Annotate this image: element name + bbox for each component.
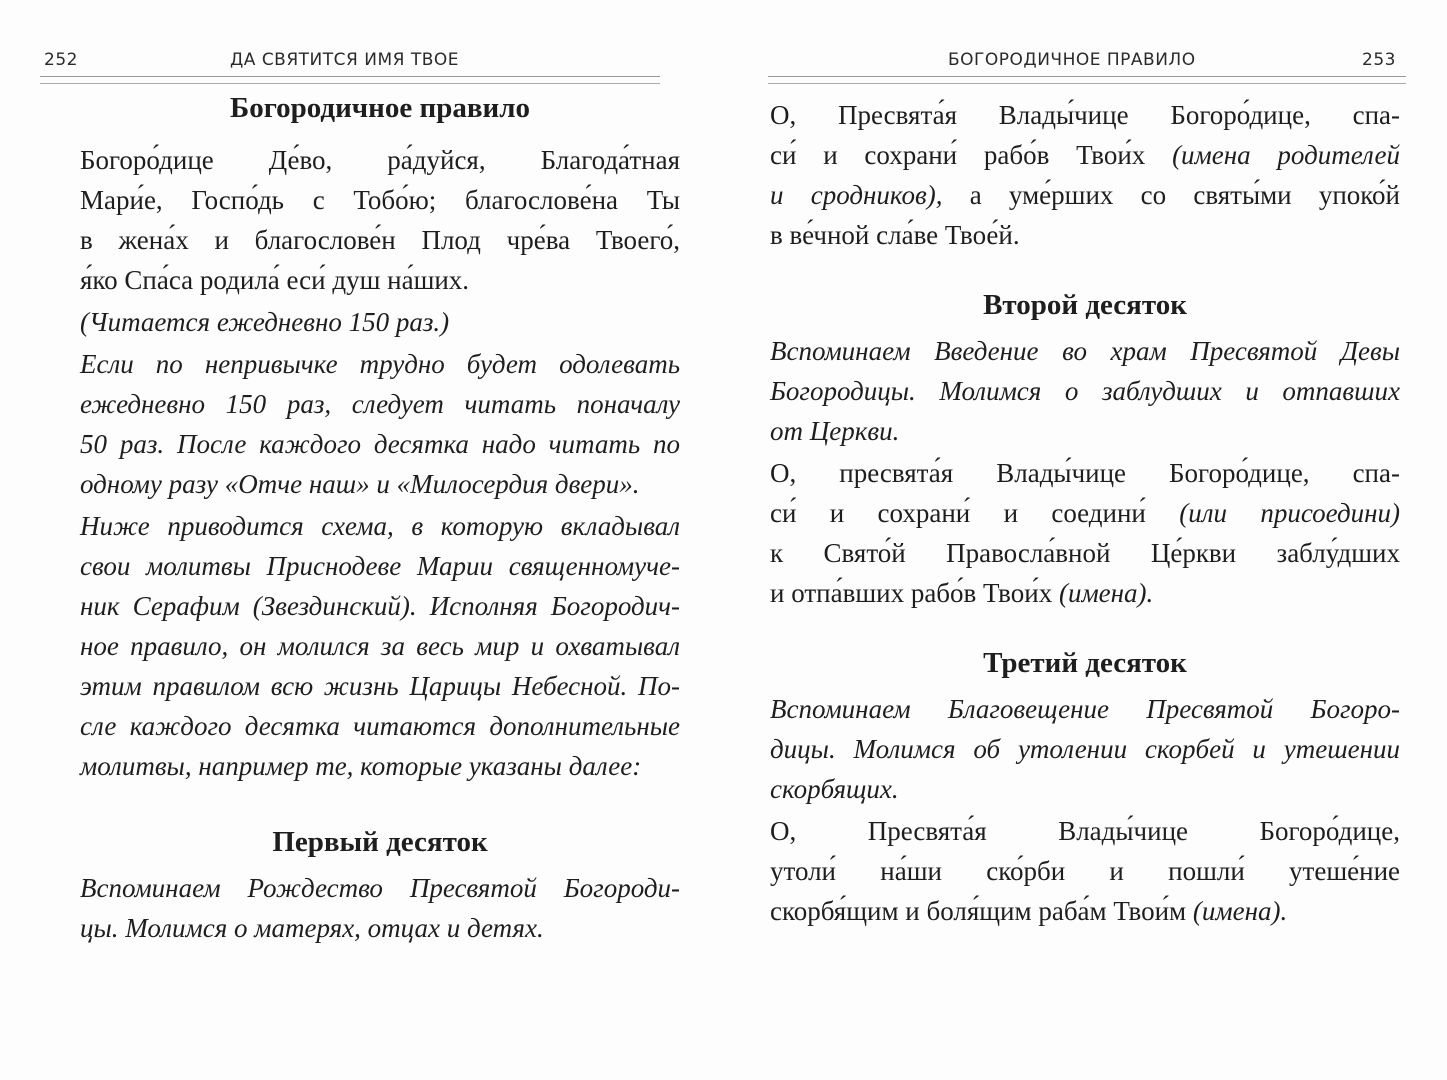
text-line: [80, 706, 680, 746]
text-line: [770, 891, 1400, 931]
text-line: [770, 135, 1400, 175]
text: скорбя́щим и боля́щим раба́м Твои́м: [770, 896, 1193, 926]
paragraph: [80, 140, 680, 300]
text-line: [770, 95, 1400, 135]
italic-text: сле каждого десятка читаются дополнительные: [80, 711, 680, 741]
text-line: [80, 180, 680, 220]
paragraph: [80, 868, 680, 948]
italic-text: этим правилом всю жизнь Царицы Небесной. По-: [80, 671, 680, 701]
italic-text: ное правило, он молился за весь мир и охватывал: [80, 631, 680, 661]
paragraph: [770, 689, 1400, 809]
paragraph: [770, 811, 1400, 931]
text-line: [80, 424, 680, 464]
text: в ве́чной сла́ве Твое́й.: [770, 220, 1020, 250]
text-line: [770, 371, 1400, 411]
text-line: [80, 586, 680, 626]
text-line: [770, 769, 1400, 809]
text-line: [770, 851, 1400, 891]
paragraph: [80, 506, 680, 786]
text-line: [80, 868, 680, 908]
italic-text: ник Серафим (Звездинский). Исполняя Богородич-: [80, 591, 680, 621]
text-line: [770, 331, 1400, 371]
text-line: [770, 215, 1400, 255]
text: а уме́рших со святы́ми упоко́й: [942, 180, 1400, 210]
italic-text: молитвы, например те, которые указаны далее:: [80, 751, 642, 781]
text-line: [770, 729, 1400, 769]
italic-text: (Читается ежедневно 150 раз.): [80, 307, 450, 337]
text: к Свято́й Правосла́вной Це́ркви заблу́дших: [770, 538, 1400, 568]
section-heading: Богородичное правило: [230, 92, 530, 124]
text: в жена́х и благослове́н Плод чре́ва Твоего́,: [80, 225, 680, 255]
text: Богоро́дице Де́во, ра́дуйся, Благода́тная: [80, 145, 680, 175]
text-line: [80, 384, 680, 424]
italic-text: скорбящих.: [770, 774, 899, 804]
text: утоли́ на́ши ско́рби и пошли́ утеше́ние: [770, 856, 1400, 886]
text-line: [770, 811, 1400, 851]
italic-text: Вспоминаем Рождество Пресвятой Богороди-: [80, 873, 680, 903]
header-rule-left: [40, 76, 660, 84]
text-line: [80, 666, 680, 706]
text-line: [770, 175, 1400, 215]
italic-text: свои молитвы Приснодеве Марии священномуче-: [80, 551, 680, 581]
running-title-right: БОГОРОДИЧНОЕ ПРАВИЛО: [948, 50, 1196, 70]
header-rule-right: [768, 76, 1406, 84]
text: О, Пресвята́я Влады́чице Богоро́дице, спа-: [770, 100, 1400, 130]
italic-text: одному разу «Отче наш» и «Милосердия двери».: [80, 469, 640, 499]
text-line: [770, 689, 1400, 729]
italic-text: дицы. Молимся об утолении скорбей и утешении: [770, 734, 1400, 764]
text-line: [80, 260, 680, 300]
italic-text: Вспоминаем Введение во храм Пресвятой Девы: [770, 336, 1400, 366]
text-line: [80, 464, 680, 504]
text-line: [80, 140, 680, 180]
italic-text: 50 раз. После каждого десятка надо читать по: [80, 429, 680, 459]
text-line: [770, 493, 1400, 533]
italic-text: Богородицы. Молимся о заблудших и отпавших: [770, 376, 1400, 406]
italic-text: (имена родителей: [1172, 140, 1400, 170]
italic-text: Ниже приводится схема, в которую вкладывал: [80, 511, 680, 541]
text: я́ко Спа́са родила́ еси́ душ на́ших.: [80, 265, 470, 295]
paragraph: [770, 453, 1400, 613]
text: си́ и сохрани́ рабо́в Твои́х: [770, 140, 1173, 170]
text-line: [80, 302, 680, 342]
text: Мари́е, Госпо́дь с Тобо́ю; благослове́на Ты: [80, 185, 680, 215]
text: О, пресвята́я Влады́чице Богоро́дице, спа-: [770, 458, 1400, 488]
italic-text: (имена).: [1058, 578, 1154, 608]
italic-text: Если по непривычке трудно будет одолевать: [80, 349, 680, 379]
text-line: [80, 546, 680, 586]
left-page: [80, 88, 680, 950]
text-line: [80, 908, 680, 948]
italic-text: и сродников),: [770, 180, 943, 210]
italic-text: Вспоминаем Благовещение Пресвятой Богоро-: [770, 694, 1400, 724]
text-line: [80, 626, 680, 666]
text-line: [770, 411, 1400, 451]
paragraph: [80, 302, 680, 342]
paragraph: [770, 95, 1400, 255]
italic-text: от Церкви.: [770, 416, 900, 446]
page-number-left: 252: [44, 50, 78, 70]
section-heading: Третий десяток: [983, 647, 1187, 679]
text-line: [80, 344, 680, 384]
text-line: [80, 220, 680, 260]
running-title-left: ДА СВЯТИТСЯ ИМЯ ТВОЕ: [230, 50, 459, 70]
italic-text: ежедневно 150 раз, следует читать поначалу: [80, 389, 680, 419]
text-line: [770, 573, 1400, 613]
text: си́ и сохрани́ и соедини́: [770, 498, 1180, 528]
section-heading: Второй десяток: [983, 289, 1187, 321]
text: О, Пресвята́я Влады́чице Богоро́дице,: [770, 816, 1400, 846]
text-line: [80, 746, 680, 786]
text-line: [770, 453, 1400, 493]
paragraph: [770, 331, 1400, 451]
paragraph: [80, 344, 680, 504]
italic-text: (имена).: [1192, 896, 1288, 926]
text-line: [80, 506, 680, 546]
right-page: [770, 95, 1400, 933]
section-heading: Первый десяток: [272, 826, 488, 858]
italic-text: (или присоедини): [1179, 498, 1400, 528]
text-line: [770, 533, 1400, 573]
italic-text: цы. Молимся о матерях, отцах и детях.: [80, 913, 544, 943]
text: и отпа́вших рабо́в Твои́х: [770, 578, 1059, 608]
page-number-right: 253: [1362, 50, 1396, 70]
